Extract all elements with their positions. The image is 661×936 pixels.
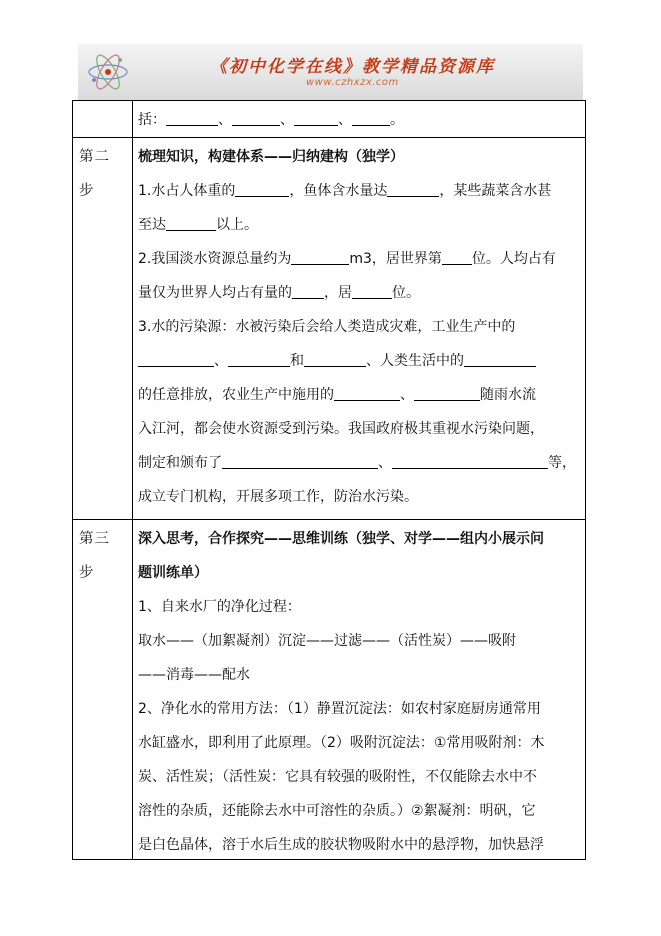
step3-label-line1: 第三 [79, 531, 110, 547]
fill-blank[interactable] [235, 178, 289, 197]
fill-blank[interactable] [304, 348, 366, 367]
fill-blank[interactable] [292, 280, 324, 299]
row0-content [138, 103, 582, 137]
fill-blank[interactable] [232, 107, 280, 126]
step3-line5: 水缸盛水，即利用了此原理。（2）吸附沉淀法：①常用吸附剂：木 [138, 735, 545, 751]
text: 量仅为世界人均占有量的 [138, 285, 292, 301]
step2-heading: 梳理知识，构建体系——归纳建构（独学） [138, 149, 404, 165]
step3-line6: 炭、活性炭；（活性炭：它具有较强的吸附性，不仅能除去水中不 [138, 769, 537, 785]
separator: 、 [338, 112, 352, 128]
step2-label [79, 140, 127, 208]
step3-label-line2: 步 [79, 565, 95, 581]
text: 等， [548, 455, 576, 471]
fill-blank[interactable] [414, 382, 480, 401]
fill-blank[interactable] [138, 348, 214, 367]
text: ，鱼体含水量达 [289, 183, 388, 199]
text: 1.水占人体重的 [138, 183, 236, 199]
step2-p2-line1 [138, 242, 582, 276]
step2-content [138, 140, 582, 514]
text: 至达 [138, 217, 166, 233]
text: 和 [290, 353, 304, 369]
step2-p3-line3 [138, 378, 582, 412]
fill-blank[interactable] [387, 178, 439, 197]
fill-blank[interactable] [166, 212, 216, 231]
text: 、人类生活中的 [366, 353, 464, 369]
text: m3，居世界第 [349, 251, 442, 267]
fill-blank[interactable] [464, 348, 536, 367]
step3-line7: 溶性的杂质，还能除去水中可溶性的杂质。）②絮凝剂：明矾，它 [138, 803, 536, 819]
step2-p3-line6: 成立专门机构，开展多项工作，防治水污染。 [138, 489, 418, 505]
fill-blank[interactable] [334, 382, 400, 401]
step2-p3-line2 [138, 344, 582, 378]
step3-content [138, 522, 582, 862]
fill-blank[interactable] [291, 246, 349, 265]
separator: 、 [218, 112, 232, 128]
row-divider [73, 137, 585, 138]
fill-blank[interactable] [222, 450, 378, 469]
step2-p1-line1 [138, 174, 582, 208]
text: 位。 [392, 285, 420, 301]
banner-url: www.czhxzx.com [306, 77, 399, 88]
fill-blank[interactable] [294, 107, 338, 126]
step2-p3-line4: 入江河，都会使水资源受到污染。我国政府极其重视水污染问题， [138, 421, 544, 437]
text: 随雨水流 [480, 387, 536, 403]
fill-blank[interactable] [442, 246, 472, 265]
step2-p1-line2 [138, 208, 582, 242]
fill-blank[interactable] [392, 450, 548, 469]
separator: 、 [280, 112, 294, 128]
step3-line1: 1、自来水厂的净化过程： [138, 599, 301, 615]
step3-heading-line1: 深入思考，合作探究——思维训练（独学、对学——组内小展示问 [138, 531, 544, 547]
step3-label [79, 522, 127, 590]
step3-line2: 取水——（加絮凝剂）沉淀——过滤——（活性炭）——吸附 [138, 633, 516, 649]
row0-prefix: 括： [138, 112, 166, 128]
fill-blank[interactable] [228, 348, 290, 367]
banner-title: 《初中化学在线》教学精品资源库 [210, 57, 495, 77]
text: 位。人均占有 [471, 251, 556, 267]
step3-heading-line2: 题训练单） [138, 565, 208, 581]
text: 、 [400, 387, 414, 403]
text: 制定和颁布了 [138, 455, 222, 471]
step2-label-line1: 第二 [79, 149, 110, 165]
text: ，居 [324, 285, 352, 301]
step3-line8: 是白色晶体，溶于水后生成的胶状物吸附水中的悬浮物，加快悬浮 [138, 837, 544, 853]
row-divider [73, 519, 585, 520]
text: 以上。 [216, 217, 258, 233]
text: 、 [378, 455, 392, 471]
step3-line3: ——消毒——配水 [138, 667, 250, 683]
row0-end: 。 [390, 112, 404, 128]
step2-p3-line1: 3.水的污染源：水被污染后会给人类造成灾难，工业生产中的 [138, 319, 516, 335]
step3-line4: 2、净化水的常用方法：（1）静置沉淀法：如农村家庭厨房通常用 [138, 701, 541, 717]
step2-p3-line5 [138, 446, 582, 480]
text: 的任意排放，农业生产中施用的 [138, 387, 334, 403]
fill-blank[interactable] [352, 280, 392, 299]
lesson-table [72, 100, 586, 860]
text: 、 [214, 353, 228, 369]
text: ，某些蔬菜含水甚 [439, 183, 552, 199]
atom-logo-icon [86, 50, 130, 94]
column-divider [132, 101, 133, 859]
step2-label-line2: 步 [79, 183, 95, 199]
text: 2.我国淡水资源总量约为 [138, 251, 292, 267]
header-banner [78, 44, 583, 101]
fill-blank[interactable] [166, 107, 218, 126]
fill-blank[interactable] [352, 107, 390, 126]
step2-p2-line2 [138, 276, 582, 310]
